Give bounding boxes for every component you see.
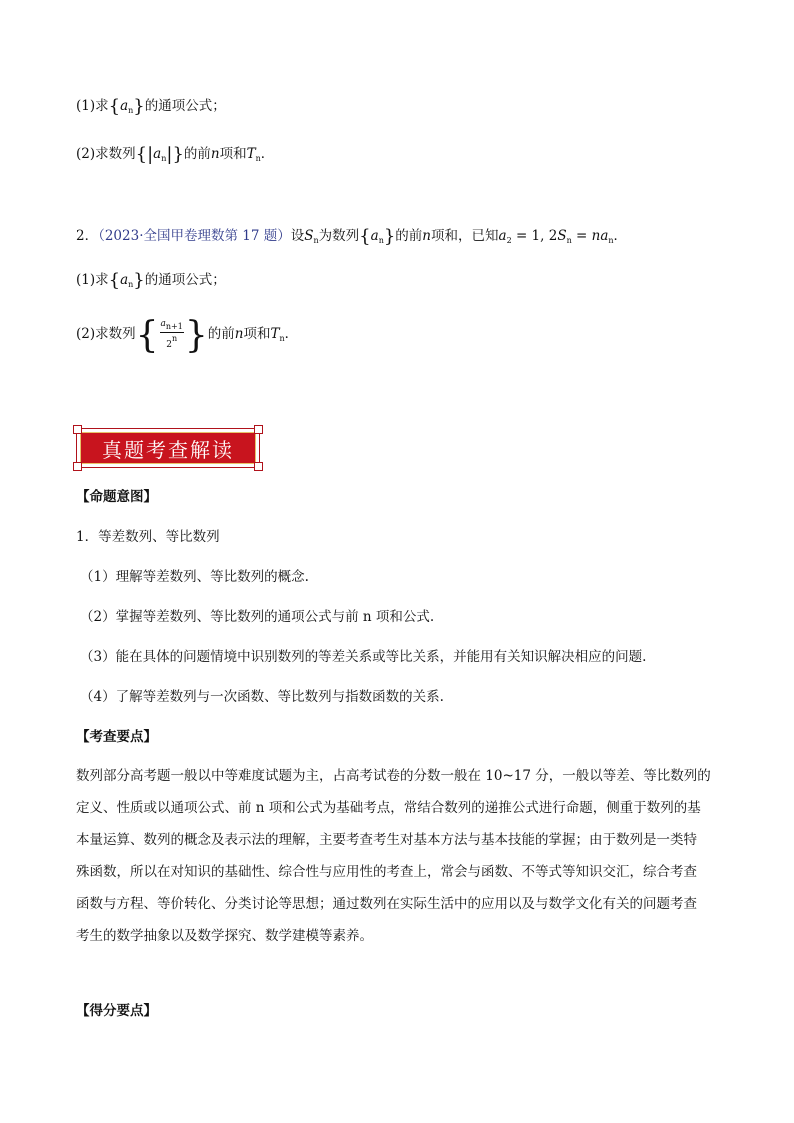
intent-point: （3）能在具体的问题情境中识别数列的等差关系或等比关系，并能用有关知识解决相应的问题. (80, 649, 647, 665)
heading-key-points: 【考查要点】 (76, 729, 157, 745)
p2-part2: (2)求数列{ $\frac{an+1}{2n}$ }的前n项和$T_n$． (76, 315, 299, 356)
fraction: $\frac{an+1}{2n}$ (160, 318, 183, 350)
section-banner (76, 428, 260, 468)
key-points-paragraph: 数列部分高考题一般以中等难度试题为主，占高考试卷的分数一般在 10~17 分，一般以等差、等比数列的 定义、性质或以通项公式、前 n 项和公式为基础考点，常结合数列的递推公式进行命题，侧重于数列的基 本量运算、数列的概念及表示法的理解，主要考查考生对基本方法与基本技能的掌握；由于数列是一类特 殊函数，所以在对知识的基础性、综合性与应用性的考查上，常会与函数、不等式等知识交汇，综合考查 函数与方程、等价转化、分类讨论等思想；通过数列在实际生活中的应用以及与数学文化有关的问题考查 考生的数学抽象以及数学探究、数学建模等素养。 (76, 768, 711, 944)
p2-source: （2023·全国甲卷理数第 17 题） (98, 228, 291, 244)
p2-part1: (1)求$\{a_n\}$的通项公式； (76, 270, 226, 291)
p1-part2: (2)求数列$\{|a_n|\}$的前n项和$T_n$． (76, 144, 275, 165)
banner-title: 真题考查解读 (80, 432, 256, 464)
p1-part1: (1)求$\{a_n\}$的通项公式； (76, 96, 226, 117)
intent-point: （1）理解等差数列、等比数列的概念. (80, 569, 309, 585)
heading-intent: 【命题意图】 (76, 489, 157, 505)
intent-item: 1．等差数列、等比数列 (76, 529, 220, 545)
intent-point: （4）了解等差数列与一次函数、等比数列与指数函数的关系. (80, 689, 444, 705)
intent-point: （2）掌握等差数列、等比数列的通项公式与前 n 项和公式. (80, 609, 435, 625)
heading-scoring: 【得分要点】 (76, 1003, 157, 1019)
p2-stem: 2．（2023·全国甲卷理数第 17 题）设$S_n$为数列$\{a_n\}$的前n项和，已知$a_2 = 1$, $2S_n = na_n$． (76, 226, 628, 247)
